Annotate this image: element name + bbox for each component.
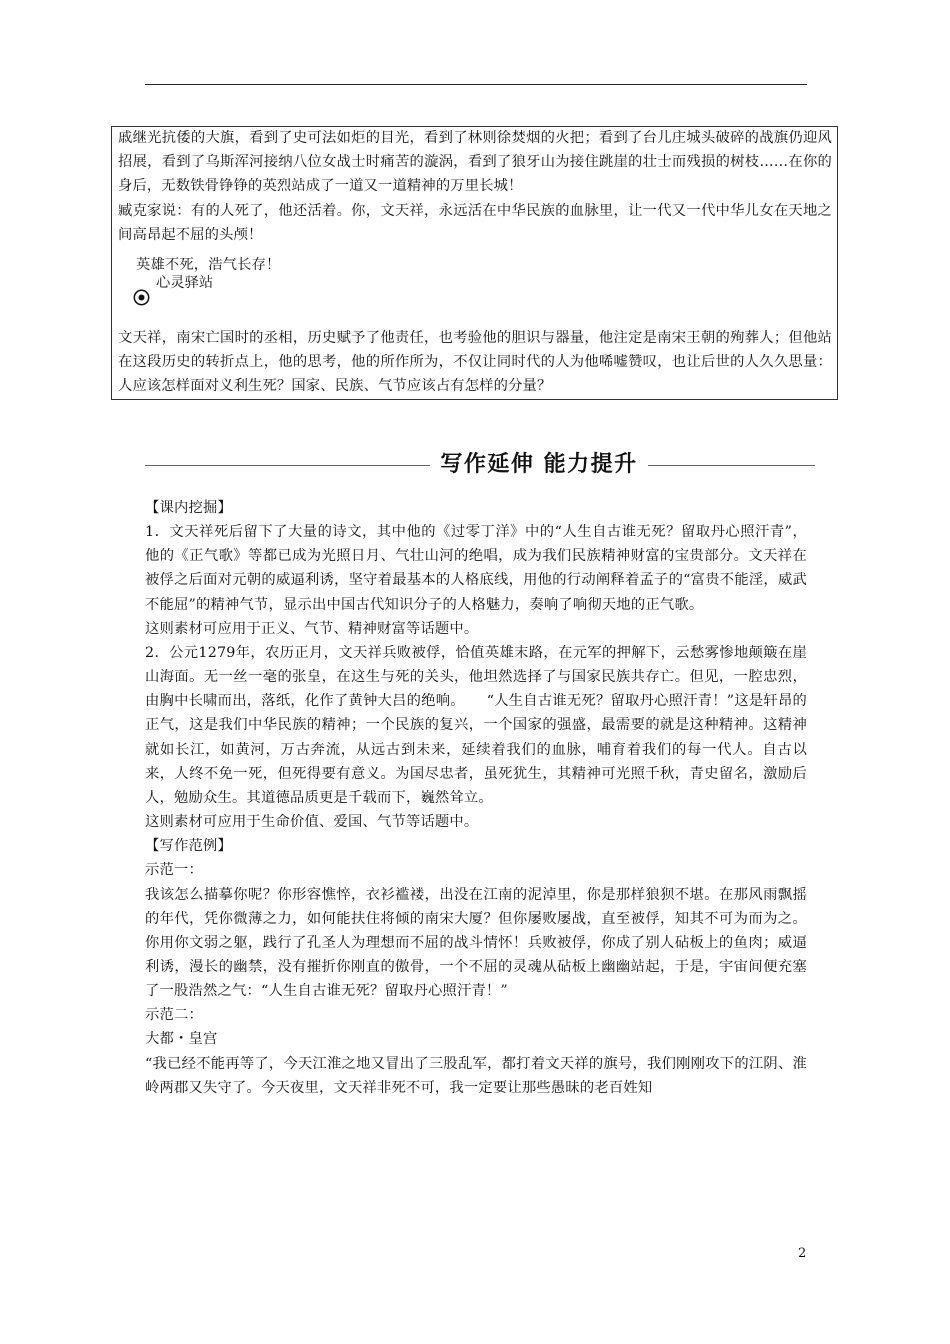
example-label-2: 示范二：	[145, 1007, 203, 1024]
material-usage-1: 这则素材可应用于正义、气节、精神财富等话题中。	[145, 620, 479, 637]
example-paragraph-2: “我已经不能再等了，今天江淮之地又冒出了三股乱军，都打着文天祥的旗号，我们刚刚攻下的江阴、淮岭两郡又失守了。今天夜里，文天祥非死不可，我一定要让那些愚昧的老百姓知	[145, 1055, 807, 1096]
example-scene-title: 大都・皇宫	[145, 1031, 218, 1048]
header-rule	[145, 84, 807, 85]
heading-rule-right	[648, 465, 815, 466]
example-paragraph-1: 我该怎么描摹你呢？你形容憔悴，衣衫褴褛，出没在江南的泥淖里，你是那样狼狈不堪。在那风雨飘摇的年代，凭你微薄之力，如何能扶住将倾的南宋大厦？但你屡败屡战，直至被俘，知其不可为而为之。你用你文弱之躯，践行了孔圣人为理想而不屈的战斗情怀！兵败被俘，你成了别人砧板上的鱼肉；威逼利诱，漫长的幽禁，没有摧折你刚直的傲骨，一个不屈的灵魂从砧板上幽幽站起，于是，宇宙间便充塞了一股浩然之气：“人生自古谁无死？留取丹心照汗青！”	[145, 886, 807, 1000]
material-usage-2: 这则素材可应用于生命价值、爱国、气节等话题中。	[145, 814, 479, 831]
excerpt-paragraph-1: 戚继光抗倭的大旗，看到了史可法如炬的目光，看到了林则徐焚烟的火把；看到了台儿庄城头破碎的战旗仍迎风招展，看到了乌斯浑河接纳八位女战士时痛苦的漩涡，看到了狼牙山为接住跳崖的壮士而残损的树枝……在你的身后，无数铁骨铮铮的英烈站成了一道又一道精神的万里长城！	[118, 130, 832, 194]
section-heading-text: 写作延伸 能力提升	[440, 452, 638, 477]
material-paragraph-1: 1．文天祥死后留下了大量的诗文，其中他的《过零丁洋》中的“人生自古谁无死？留取丹心照汗青”，他的《正气歌》等都已成为光照日月、气壮山河的绝唱，成为我们民族精神财富的宝贵部分。文天祥在被俘之后面对元朝的威逼利诱，坚守着最基本的人格底线，用他的行动阐释着孟子的“富贵不能淫，威武不能屈”的精神气节，显示出中国古代知识分子的人格魅力，奏响了响彻天地的正气歌。	[145, 524, 807, 613]
heading-rule-left	[145, 465, 430, 466]
example-label-1: 示范一：	[145, 862, 203, 879]
main-body	[145, 496, 807, 1100]
heart-station-label: 心灵驿站	[156, 275, 214, 291]
page-number: 2	[798, 1246, 807, 1261]
excerpt-slogan: 英雄不死，浩气长存！	[136, 257, 281, 273]
excerpt-paragraph-4: 文天祥，南宋亡国时的丞相，历史赋予了他责任，也考验他的胆识与器量，他注定是南宋王朝的殉葬人；但他站在这段历史的转折点上，他的思考，他的所作所为，不仅让同时代的人为他唏嘘赞叹，也让后世的人久久思量：人应该怎样面对义利生死？国家、民族、气节应该占有怎样的分量？	[118, 330, 832, 394]
material-paragraph-2: 2．公元1279年，农历正月，文天祥兵败被俘，恰值英雄末路，在元军的押解下，云愁雾惨地颠簸在崖山海面。无一丝一毫的张皇，在这生与死的关头，他坦然选择了与国家民族共存亡。但见，一腔忠烈，由胸中长啸而出，落纸，化作了黄钟大吕的绝响。 “人生自古谁无死？留取丹心照汗青！”这是轩昂的正气，这是我们中华民族的精神；一个民族的复兴，一个国家的强盛，最需要的就是这种精神。这精神就如长江，如黄河，万古奔流，从远古到未来，延续着我们的血脉，哺育着我们的每一代人。自古以来，人终不免一死，但死得要有意义。为国尽忠者，虽死犹生，其精神可光照千秋，青史留名，激励后人，勉励众生。其道德品质更是千载而下，巍然耸立。	[145, 644, 807, 806]
subheading-course-mining: 【课内挖掘】	[145, 500, 232, 516]
excerpt-paragraph-2: 臧克家说：有的人死了，他还活着。你，文天祥，永远活在中华民族的血脉里，让一代又一代中华儿女在天地之间高昂起不屈的头颅！	[118, 203, 832, 243]
subheading-writing-examples: 【写作范例】	[145, 838, 232, 855]
section-heading	[145, 446, 815, 486]
target-circle-icon	[133, 289, 150, 306]
